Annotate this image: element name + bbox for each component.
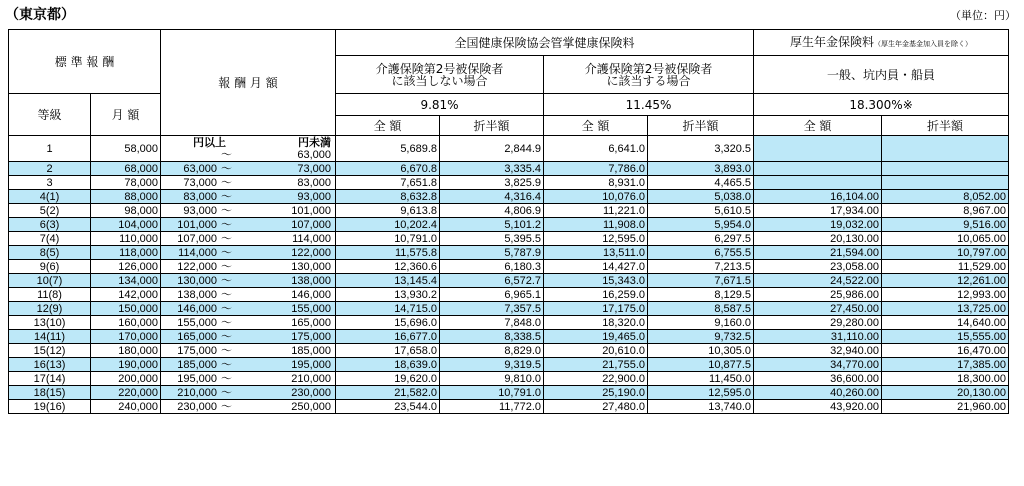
table-row <box>9 274 1009 288</box>
table-row <box>9 288 1009 302</box>
p-full-cell: 19,032.00 <box>754 218 882 232</box>
nc-half-cell: 8,338.5 <box>440 330 544 344</box>
c-half-cell: 5,038.0 <box>648 190 754 204</box>
header-care-half: 折半額 <box>648 116 754 136</box>
c-half-cell: 8,587.5 <box>648 302 754 316</box>
range-tilde: ～ <box>221 260 233 273</box>
range-cell <box>161 302 336 316</box>
p-half-cell: 11,529.00 <box>882 260 1009 274</box>
nc-half-cell: 2,844.9 <box>440 136 544 162</box>
monthly-cell: 126,000 <box>91 260 161 274</box>
c-half-cell: 5,954.0 <box>648 218 754 232</box>
header-pension-full: 全 額 <box>754 116 882 136</box>
p-half-cell: 8,967.00 <box>882 204 1009 218</box>
p-half-cell <box>882 136 1009 162</box>
c-full-cell: 13,511.0 <box>544 246 648 260</box>
range-from: 73,000 <box>183 176 218 189</box>
range-from: 210,000 <box>177 386 218 399</box>
range-from: 175,000 <box>177 344 218 357</box>
range-tilde: ～ <box>221 302 233 315</box>
nc-half-cell: 7,848.0 <box>440 316 544 330</box>
range-to: 138,000 <box>291 274 332 287</box>
range-cell <box>161 358 336 372</box>
range-from: 130,000 <box>177 274 218 287</box>
range-to: 122,000 <box>291 246 332 259</box>
c-full-cell: 15,343.0 <box>544 274 648 288</box>
range-cell <box>161 162 336 176</box>
care-line2: に該当する場合 <box>606 73 691 88</box>
table-row <box>9 260 1009 274</box>
c-full-cell: 21,755.0 <box>544 358 648 372</box>
grade-cell: 13(10) <box>9 316 91 330</box>
range-tilde: ～ <box>221 232 233 245</box>
nc-half-cell: 10,791.0 <box>440 386 544 400</box>
grade-cell: 19(16) <box>9 400 91 414</box>
range-tilde: ～ <box>221 330 233 343</box>
nc-half-cell: 5,101.2 <box>440 218 544 232</box>
p-full-cell: 40,260.00 <box>754 386 882 400</box>
p-full-cell <box>754 136 882 162</box>
range-cell <box>161 386 336 400</box>
table-row <box>9 136 1009 162</box>
table-row <box>9 400 1009 414</box>
header-general: 一般、坑内員・船員 <box>754 56 1009 94</box>
header-monthly-remuneration: 報 酬 月 額 <box>161 30 336 136</box>
monthly-cell: 118,000 <box>91 246 161 260</box>
p-full-cell <box>754 162 882 176</box>
table-row <box>9 176 1009 190</box>
c-half-cell: 7,213.5 <box>648 260 754 274</box>
grade-cell: 12(9) <box>9 302 91 316</box>
nc-full-cell: 19,620.0 <box>336 372 440 386</box>
c-full-cell: 10,076.0 <box>544 190 648 204</box>
range-from: 107,000 <box>177 232 218 245</box>
c-half-cell: 9,160.0 <box>648 316 754 330</box>
monthly-cell: 190,000 <box>91 358 161 372</box>
range-to: 195,000 <box>291 358 332 371</box>
grade-cell: 2 <box>9 162 91 176</box>
monthly-cell: 220,000 <box>91 386 161 400</box>
range-cell <box>161 260 336 274</box>
c-half-cell: 10,305.0 <box>648 344 754 358</box>
range-to: 83,000 <box>297 176 332 189</box>
p-half-cell: 12,261.00 <box>882 274 1009 288</box>
range-tilde: ～ <box>221 218 233 231</box>
nc-full-cell: 11,575.8 <box>336 246 440 260</box>
c-full-cell: 25,190.0 <box>544 386 648 400</box>
header-pension-half: 折半額 <box>882 116 1009 136</box>
p-full-cell: 25,986.00 <box>754 288 882 302</box>
table-row <box>9 330 1009 344</box>
c-full-cell: 20,610.0 <box>544 344 648 358</box>
grade-cell: 14(11) <box>9 330 91 344</box>
monthly-cell: 68,000 <box>91 162 161 176</box>
region-title: （東京都） <box>5 7 75 23</box>
c-half-cell: 3,320.5 <box>648 136 754 162</box>
range-tilde: ～ <box>221 358 233 371</box>
range-tilde: ～ <box>221 274 233 287</box>
p-full-cell: 29,280.00 <box>754 316 882 330</box>
table-row <box>9 190 1009 204</box>
nc-full-cell: 15,696.0 <box>336 316 440 330</box>
p-half-cell: 20,130.00 <box>882 386 1009 400</box>
c-full-cell: 14,427.0 <box>544 260 648 274</box>
care-line1: 介護保険第2号被保険者 <box>584 61 713 76</box>
p-full-cell: 24,522.00 <box>754 274 882 288</box>
grade-cell: 7(4) <box>9 232 91 246</box>
grade-cell: 10(7) <box>9 274 91 288</box>
range-tilde: ～ <box>221 176 233 189</box>
p-full-cell: 23,058.00 <box>754 260 882 274</box>
nc-full-cell: 17,658.0 <box>336 344 440 358</box>
header-standard-remuneration: 標 準 報 酬 <box>9 30 161 94</box>
range-tilde: ～ <box>221 316 233 329</box>
c-full-cell: 19,465.0 <box>544 330 648 344</box>
c-full-cell: 22,900.0 <box>544 372 648 386</box>
nc-full-cell: 16,677.0 <box>336 330 440 344</box>
p-full-cell: 43,920.00 <box>754 400 882 414</box>
header-no-care-full: 全 額 <box>336 116 440 136</box>
no-care-line2: に該当しない場合 <box>391 73 488 88</box>
nc-half-cell: 6,180.3 <box>440 260 544 274</box>
table-row <box>9 204 1009 218</box>
table-row <box>9 344 1009 358</box>
c-half-cell: 3,893.0 <box>648 162 754 176</box>
c-full-cell: 18,320.0 <box>544 316 648 330</box>
monthly-cell: 104,000 <box>91 218 161 232</box>
nc-half-cell: 9,810.0 <box>440 372 544 386</box>
range-from: 101,000 <box>177 218 218 231</box>
nc-half-cell: 4,806.9 <box>440 204 544 218</box>
range-cell <box>161 246 336 260</box>
grade-cell: 8(5) <box>9 246 91 260</box>
p-half-cell: 13,725.00 <box>882 302 1009 316</box>
grade-cell: 4(1) <box>9 190 91 204</box>
grade-cell: 3 <box>9 176 91 190</box>
header-health-insurance: 全国健康保険協会管掌健康保険料 <box>336 30 754 56</box>
range-tilde: ～ <box>221 246 233 259</box>
range-to: 185,000 <box>291 344 332 357</box>
table-row <box>9 372 1009 386</box>
range-cell <box>161 288 336 302</box>
c-half-cell: 9,732.5 <box>648 330 754 344</box>
range-cell <box>161 136 336 162</box>
pension-label: 厚生年金保険料 <box>790 34 875 49</box>
nc-full-cell: 10,202.4 <box>336 218 440 232</box>
monthly-cell: 78,000 <box>91 176 161 190</box>
nc-full-cell: 13,145.4 <box>336 274 440 288</box>
header-pension <box>754 30 1009 56</box>
c-half-cell: 4,465.5 <box>648 176 754 190</box>
c-full-cell: 11,221.0 <box>544 204 648 218</box>
header-grade: 等級 <box>9 94 91 136</box>
c-full-cell: 6,641.0 <box>544 136 648 162</box>
c-full-cell: 8,931.0 <box>544 176 648 190</box>
c-half-cell: 7,671.5 <box>648 274 754 288</box>
range-cell <box>161 176 336 190</box>
table-row <box>9 162 1009 176</box>
p-full-cell: 27,450.00 <box>754 302 882 316</box>
p-full-cell: 16,104.00 <box>754 190 882 204</box>
range-tilde: ～ <box>221 149 233 161</box>
c-half-cell: 8,129.5 <box>648 288 754 302</box>
nc-half-cell: 7,357.5 <box>440 302 544 316</box>
monthly-cell: 110,000 <box>91 232 161 246</box>
nc-full-cell: 14,715.0 <box>336 302 440 316</box>
nc-half-cell: 4,316.4 <box>440 190 544 204</box>
p-half-cell: 12,993.00 <box>882 288 1009 302</box>
c-half-cell: 6,755.5 <box>648 246 754 260</box>
p-half-cell: 8,052.00 <box>882 190 1009 204</box>
monthly-cell: 88,000 <box>91 190 161 204</box>
range-from: 230,000 <box>177 400 218 413</box>
monthly-cell: 150,000 <box>91 302 161 316</box>
nc-half-cell: 9,319.5 <box>440 358 544 372</box>
range-cell <box>161 372 336 386</box>
range-tilde: ～ <box>221 344 233 357</box>
rate-pension: 18.300%※ <box>754 94 1009 116</box>
range-cell <box>161 218 336 232</box>
range-from: 165,000 <box>177 330 218 343</box>
header-care <box>544 56 754 94</box>
nc-half-cell: 6,965.1 <box>440 288 544 302</box>
range-to: 73,000 <box>297 162 332 175</box>
p-half-cell <box>882 176 1009 190</box>
grade-cell: 17(14) <box>9 372 91 386</box>
nc-full-cell: 23,544.0 <box>336 400 440 414</box>
range-from: 146,000 <box>177 302 218 315</box>
range-cell <box>161 400 336 414</box>
c-full-cell: 16,259.0 <box>544 288 648 302</box>
range-from: 83,000 <box>183 190 218 203</box>
nc-full-cell: 10,791.0 <box>336 232 440 246</box>
header-care-full: 全 額 <box>544 116 648 136</box>
grade-cell: 6(3) <box>9 218 91 232</box>
range-to: 130,000 <box>291 260 332 273</box>
nc-full-cell: 18,639.0 <box>336 358 440 372</box>
rate-care: 11.45% <box>544 94 754 116</box>
p-full-cell: 34,770.00 <box>754 358 882 372</box>
nc-full-cell: 9,613.8 <box>336 204 440 218</box>
range-to: 101,000 <box>291 204 332 217</box>
c-half-cell: 5,610.5 <box>648 204 754 218</box>
range-from: 63,000 <box>183 162 218 175</box>
p-half-cell: 10,065.00 <box>882 232 1009 246</box>
nc-full-cell: 13,930.2 <box>336 288 440 302</box>
p-full-cell: 17,934.00 <box>754 204 882 218</box>
nc-full-cell: 12,360.6 <box>336 260 440 274</box>
c-half-cell: 12,595.0 <box>648 386 754 400</box>
p-half-cell: 21,960.00 <box>882 400 1009 414</box>
nc-full-cell: 8,632.8 <box>336 190 440 204</box>
rate-no-care: 9.81% <box>336 94 544 116</box>
header-monthly-amount: 月 額 <box>91 94 161 136</box>
range-cell <box>161 190 336 204</box>
grade-cell: 5(2) <box>9 204 91 218</box>
table-row <box>9 218 1009 232</box>
monthly-cell: 160,000 <box>91 316 161 330</box>
p-full-cell: 21,594.00 <box>754 246 882 260</box>
range-tilde: ～ <box>221 386 233 399</box>
grade-cell: 9(6) <box>9 260 91 274</box>
range-to: 210,000 <box>291 372 332 385</box>
c-full-cell: 7,786.0 <box>544 162 648 176</box>
table-row <box>9 316 1009 330</box>
range-from: 195,000 <box>177 372 218 385</box>
nc-half-cell: 11,772.0 <box>440 400 544 414</box>
unit-label: （単位：円） <box>950 9 1016 22</box>
range-from <box>165 149 217 161</box>
nc-full-cell: 21,582.0 <box>336 386 440 400</box>
p-half-cell <box>882 162 1009 176</box>
p-half-cell: 16,470.00 <box>882 344 1009 358</box>
monthly-cell: 180,000 <box>91 344 161 358</box>
range-to: 230,000 <box>291 386 332 399</box>
range-to: 165,000 <box>291 316 332 329</box>
nc-full-cell: 6,670.8 <box>336 162 440 176</box>
nc-half-cell: 3,825.9 <box>440 176 544 190</box>
nc-half-cell: 5,787.9 <box>440 246 544 260</box>
range-cell <box>161 232 336 246</box>
range-cell <box>161 274 336 288</box>
monthly-cell: 200,000 <box>91 372 161 386</box>
range-to: 114,000 <box>292 232 332 245</box>
p-half-cell: 10,797.00 <box>882 246 1009 260</box>
table-row <box>9 358 1009 372</box>
range-tilde: ～ <box>221 204 233 217</box>
nc-half-cell: 5,395.5 <box>440 232 544 246</box>
table-row <box>9 246 1009 260</box>
c-full-cell: 11,908.0 <box>544 218 648 232</box>
c-half-cell: 10,877.5 <box>648 358 754 372</box>
table-row <box>9 232 1009 246</box>
range-to: 63,000 <box>297 149 332 161</box>
pension-note: （厚生年金基金加入員を除く） <box>874 39 973 48</box>
p-half-cell: 15,555.00 <box>882 330 1009 344</box>
c-full-cell: 12,595.0 <box>544 232 648 246</box>
grade-cell: 11(8) <box>9 288 91 302</box>
nc-full-cell: 7,651.8 <box>336 176 440 190</box>
range-cell <box>161 204 336 218</box>
monthly-cell: 170,000 <box>91 330 161 344</box>
monthly-cell: 98,000 <box>91 204 161 218</box>
monthly-cell: 58,000 <box>91 136 161 162</box>
range-to: 250,000 <box>291 400 332 413</box>
c-full-cell: 27,480.0 <box>544 400 648 414</box>
nc-full-cell: 5,689.8 <box>336 136 440 162</box>
grade-cell: 16(13) <box>9 358 91 372</box>
range-from: 114,000 <box>178 246 218 259</box>
range-to: 93,000 <box>297 190 332 203</box>
nc-half-cell: 3,335.4 <box>440 162 544 176</box>
p-half-cell: 9,516.00 <box>882 218 1009 232</box>
table-row <box>9 386 1009 400</box>
p-full-cell: 31,110.00 <box>754 330 882 344</box>
range-cell <box>161 330 336 344</box>
range-from: 93,000 <box>183 204 218 217</box>
no-care-line1: 介護保険第2号被保険者 <box>375 61 504 76</box>
p-full-cell: 20,130.00 <box>754 232 882 246</box>
header-no-care-half: 折半額 <box>440 116 544 136</box>
premium-table <box>8 29 1009 414</box>
range-from: 185,000 <box>177 358 218 371</box>
grade-cell: 15(12) <box>9 344 91 358</box>
c-full-cell: 17,175.0 <box>544 302 648 316</box>
monthly-cell: 134,000 <box>91 274 161 288</box>
range-from: 138,000 <box>177 288 218 301</box>
range-tilde: ～ <box>221 190 233 203</box>
p-half-cell: 17,385.00 <box>882 358 1009 372</box>
range-tilde: ～ <box>221 400 233 413</box>
monthly-cell: 240,000 <box>91 400 161 414</box>
range-to: 146,000 <box>291 288 332 301</box>
c-half-cell: 6,297.5 <box>648 232 754 246</box>
grade-cell: 1 <box>9 136 91 162</box>
table-row <box>9 302 1009 316</box>
nc-half-cell: 6,572.7 <box>440 274 544 288</box>
range-cell <box>161 344 336 358</box>
range-to: 107,000 <box>291 218 332 231</box>
yen-below-label: 円未満 <box>298 137 332 149</box>
grade-cell: 18(15) <box>9 386 91 400</box>
range-from: 155,000 <box>177 316 218 329</box>
p-full-cell: 36,600.00 <box>754 372 882 386</box>
range-to: 175,000 <box>291 330 332 343</box>
yen-above-label: 円以上 <box>193 137 227 149</box>
p-half-cell: 14,640.00 <box>882 316 1009 330</box>
range-tilde: ～ <box>221 372 233 385</box>
p-full-cell <box>754 176 882 190</box>
p-half-cell: 18,300.00 <box>882 372 1009 386</box>
range-from: 122,000 <box>177 260 218 273</box>
range-tilde: ～ <box>221 288 233 301</box>
range-cell <box>161 316 336 330</box>
monthly-cell: 142,000 <box>91 288 161 302</box>
range-tilde: ～ <box>221 162 233 175</box>
header-no-care <box>336 56 544 94</box>
c-half-cell: 13,740.0 <box>648 400 754 414</box>
nc-half-cell: 8,829.0 <box>440 344 544 358</box>
p-full-cell: 32,940.00 <box>754 344 882 358</box>
range-to: 155,000 <box>291 302 332 315</box>
c-half-cell: 11,450.0 <box>648 372 754 386</box>
